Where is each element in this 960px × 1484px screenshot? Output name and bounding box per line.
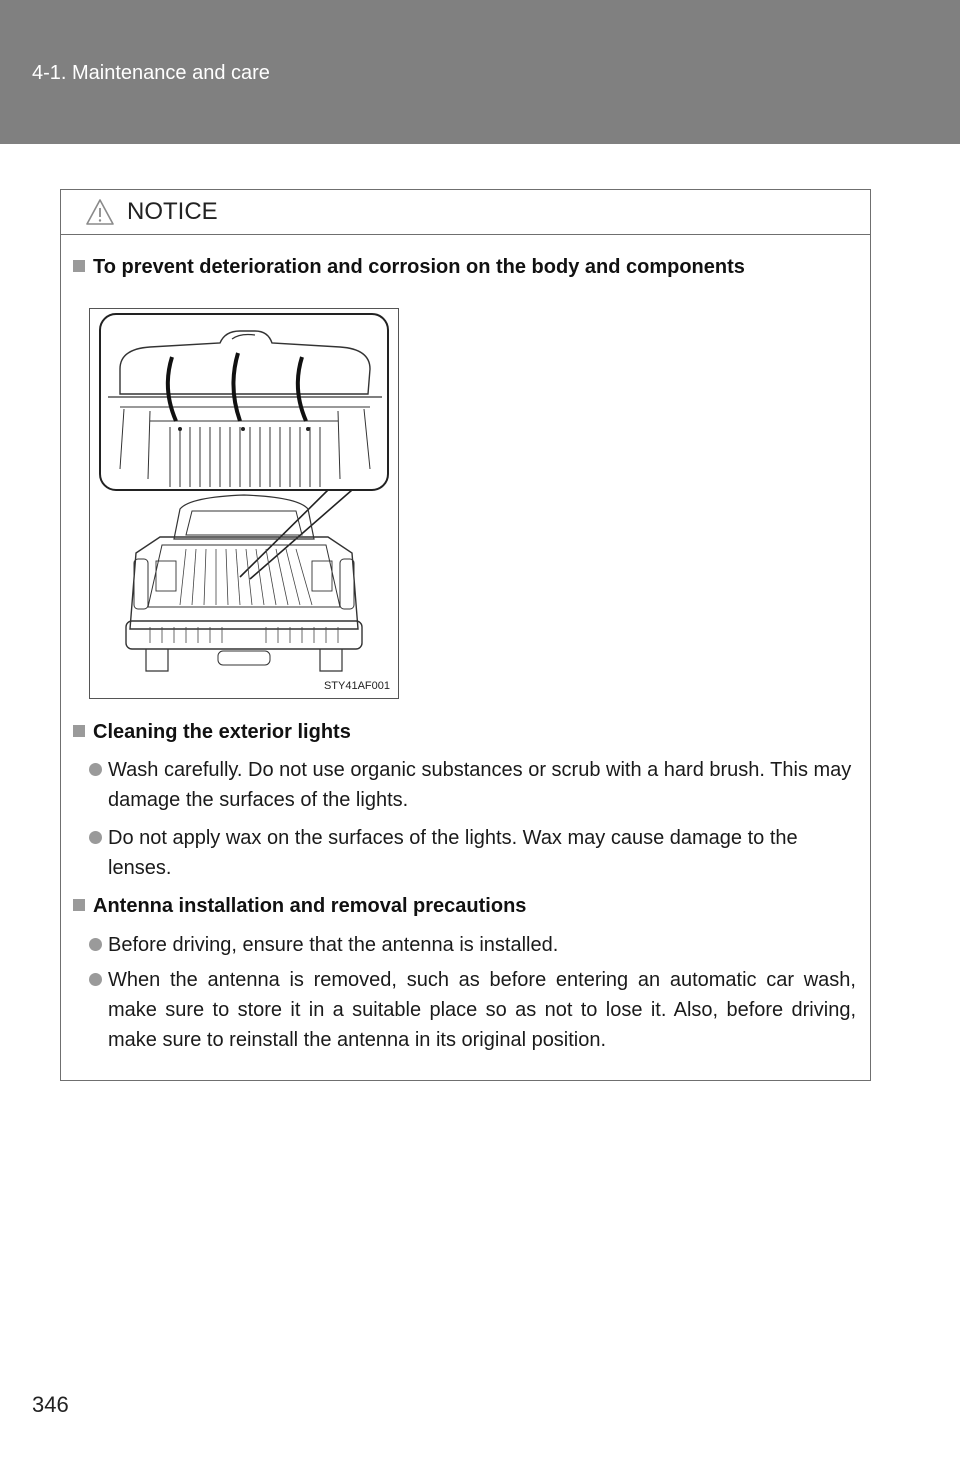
section-heading-exterior-lights: Cleaning the exterior lights — [73, 721, 351, 744]
page-number: 346 — [32, 1392, 69, 1417]
round-bullet-icon — [89, 973, 102, 986]
notice-title: NOTICE — [127, 198, 218, 225]
notice-box — [60, 189, 871, 1081]
list-item: When the antenna is removed, such as before entering an automatic car wash, make sure to store it in a suitable place so as not to lose it. Also, before driving, make sure to reinstall the antenna in its original position. — [89, 965, 856, 1055]
list-item: Before driving, ensure that the antenna is installed. — [89, 930, 856, 960]
page-header — [0, 0, 960, 144]
truck-bed-drawing — [90, 309, 398, 698]
figure-code: STY41AF001 — [323, 680, 390, 692]
square-bullet-icon — [73, 899, 85, 911]
list-item: Do not apply wax on the surfaces of the lights. Wax may cause damage to the lenses. — [89, 823, 856, 883]
round-bullet-icon — [89, 938, 102, 951]
notice-header — [61, 190, 870, 235]
round-bullet-icon — [89, 763, 102, 776]
warning-triangle-icon — [85, 198, 115, 226]
list-item: Wash carefully. Do not use organic substances or scrub with a hard brush. This may damage the surfaces of the lights. — [89, 755, 856, 815]
square-bullet-icon — [73, 725, 85, 737]
square-bullet-icon — [73, 260, 85, 272]
section-heading-antenna: Antenna installation and removal precautions — [73, 895, 526, 918]
round-bullet-icon — [89, 831, 102, 844]
section-heading-corrosion: To prevent deterioration and corrosion on the body and components — [73, 256, 745, 279]
chapter-title: 4-1. Maintenance and care — [32, 62, 270, 84]
truck-bed-illustration — [89, 308, 399, 699]
